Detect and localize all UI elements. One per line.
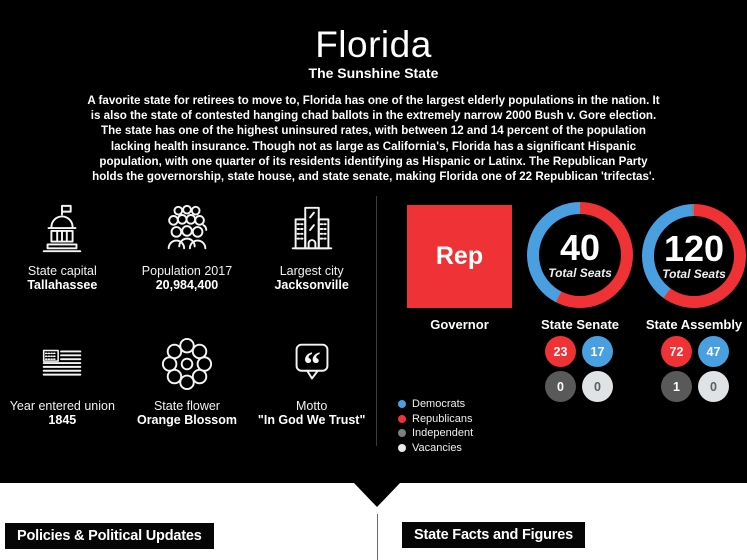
fact-state-capital: [2, 200, 122, 335]
state-nickname: The Sunshine State: [308, 65, 439, 81]
flower-icon: [127, 335, 247, 391]
panel-divider: [376, 196, 377, 446]
assembly-total-seats: 120: [663, 227, 725, 269]
legend-item-republicans: [398, 412, 473, 426]
governor-party-label: Rep: [435, 242, 484, 270]
policies-section-heading: Policies & Political Updates: [5, 523, 214, 549]
section-pointer-arrow-icon: [354, 483, 400, 507]
fact-year-entered-union: [2, 335, 122, 470]
republicans-dot-icon: [398, 415, 406, 423]
senate-total-seats: 40: [559, 226, 601, 268]
senate-democrat-count-badge: 17: [582, 336, 613, 367]
fact-largest-city: [252, 200, 372, 335]
senate-independent-count-badge: 0: [545, 371, 576, 402]
quote-icon: [252, 335, 372, 391]
senate-donut-center: [539, 214, 621, 296]
assembly-chart-title: State Assembly: [645, 317, 743, 332]
legend-label: Democrats: [412, 398, 466, 410]
fact-label: Year entered union: [9, 399, 115, 413]
fact-population: [127, 200, 247, 335]
legend-item-democrats: [398, 397, 473, 411]
page-title: Florida: [315, 24, 432, 65]
fact-value: Orange Blossom: [136, 413, 237, 427]
city-icon: [252, 200, 372, 256]
state-description: A favorite state for retirees to move to, Florida has one of the largest elderly populations in the nation. It is also the state of contested hanging chad ballots in the extremely narrow 2000 Bush v. Gore election. The state has one of the highest uninsured rates, with between 12 and 14 percent of the population lacking health insurance. Though not as large as California's, Florida has a significant Hispanic population, with one quarter of its residents identifying as Hispanic or Latinx. The Republican Party holds the governorship, state house, and state senate, making Florida one of 22 Republican 'trifectas'.: [87, 94, 660, 184]
legend-label: Republicans: [412, 412, 473, 425]
senate-republican-count-badge: 23: [545, 336, 576, 367]
vacancies-dot-icon: [398, 444, 406, 452]
independent-dot-icon: [398, 429, 406, 437]
fact-value: 20,984,400: [155, 278, 219, 292]
legend-label: Vacancies: [412, 441, 462, 454]
facts-section-heading: State Facts and Figures: [402, 522, 585, 548]
svg-text:“: “: [302, 344, 321, 384]
fact-value: 1845: [48, 413, 77, 427]
senate-total-seats-caption: Total Seats: [548, 265, 612, 280]
senate-chart-title: State Senate: [540, 317, 620, 332]
governor-party-tile: [407, 205, 512, 308]
assembly-vacancy-count-badge: 0: [698, 371, 729, 402]
fact-label: Motto: [296, 399, 328, 413]
party-legend: [398, 397, 473, 455]
state-facts-grid: [0, 200, 374, 470]
legend-label: Independent: [412, 427, 474, 439]
fact-label: State flower: [153, 399, 220, 413]
fact-value: Jacksonville: [274, 278, 349, 292]
fact-state-flower: [127, 335, 247, 470]
capitol-icon: [2, 200, 122, 256]
assembly-independent-count-badge: 1: [661, 371, 692, 402]
senate-seat-badges: [545, 336, 613, 402]
senate-vacancy-count-badge: 0: [582, 371, 613, 402]
assembly-donut-center: [654, 216, 734, 296]
fact-motto: [252, 335, 372, 470]
bottom-column-divider: [377, 514, 378, 560]
state-senate-donut-chart: [527, 202, 633, 308]
assembly-democrat-count-badge: 47: [698, 336, 729, 367]
assembly-total-seats-caption: Total Seats: [662, 266, 726, 281]
fact-value: "In God We Trust": [257, 413, 366, 427]
population-icon: [127, 200, 247, 256]
legend-item-independent: [398, 426, 473, 440]
state-assembly-donut-chart: [642, 204, 746, 308]
assembly-seat-badges: [661, 336, 729, 402]
fact-label: Largest city: [279, 264, 344, 278]
us-flag-icon: [2, 335, 122, 391]
governor-label: Governor: [430, 317, 489, 332]
fact-label: State capital: [27, 264, 97, 278]
democrats-dot-icon: [398, 400, 406, 408]
fact-label: Population 2017: [141, 264, 233, 278]
legend-item-vacancies: [398, 441, 473, 455]
fact-value: Tallahassee: [27, 278, 98, 292]
assembly-republican-count-badge: 72: [661, 336, 692, 367]
